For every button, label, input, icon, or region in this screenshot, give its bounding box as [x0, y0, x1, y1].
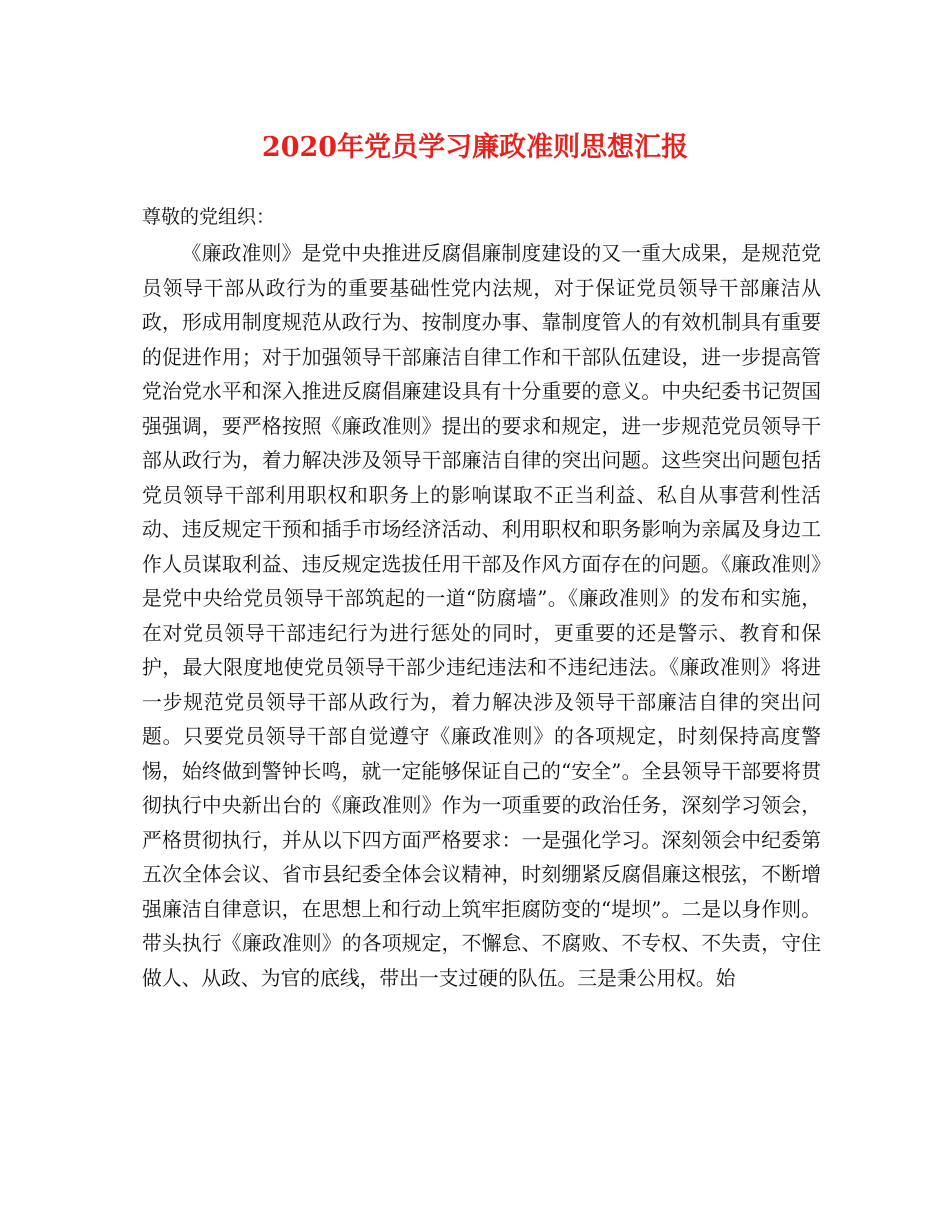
body-paragraph: 《廉政准则》是党中央推进反腐倡廉制度建设的又一重大成果，是规范党员领导干部从政行为的重要基础性党内法规，对于保证党员领导干部廉洁从政，形成用制度规范从政行为、按制度办事、靠制度管人的有效机制具有重要的促进作用；对于加强领导干部廉洁自律工作和干部队伍建设，进一步提高管党治党水平和深入推进反腐倡廉建设具有十分重要的意义。中央纪委书记贺国强强调，要严格按照《廉政准则》提出的要求和规定，进一步规范党员领导干部从政行为，着力解决涉及领导干部廉洁自律的突出问题。这些突出问题包括党员领导干部利用职权和职务上的影响谋取不正当利益、私自从事营利性活动、违反规定干预和插手市场经济活动、利用职权和职务影响为亲属及身边工作人员谋取利益、违反规定选拔任用干部及作风方面存在的问题。《廉政准则》是党中央给党员领导干部筑起的一道“防腐墙”。《廉政准则》的发布和实施，在对党员领导干部违纪行为进行惩处的同时，更重要的还是警示、教育和保护，最大限度地使党员领导干部少违纪违法和不违纪违法。《廉政准则》将进一步规范党员领导干部从政行为，着力解决涉及领导干部廉洁自律的突出问题。只要党员领导干部自觉遵守《廉政准则》的各项规定，时刻保持高度警惕，始终做到警钟长鸣，就一定能够保证自己的“安全”。全县领导干部要将贯彻执行中央新出台的《廉政准则》作为一项重要的政治任务，深刻学习领会，严格贯彻执行，并从以下四方面严格要求：一是强化学习。深刻领会中纪委第五次全体会议、省市县纪委全体会议精神，时刻绷紧反腐倡廉这根弦，不断增强廉洁自律意识，在思想上和行动上筑牢拒腐防变的“堤坝”。二是以身作则。带头执行《廉政准则》的各项规定，不懈怠、不腐败、不专权、不失责，守住做人、从政、为官的底线，带出一支过硬的队伍。三是秉公用权。始 [142, 242, 821, 990]
salutation: 尊敬的党组织： [142, 206, 276, 228]
document-title: 2020年党员学习廉政准则思想汇报 [261, 132, 689, 163]
